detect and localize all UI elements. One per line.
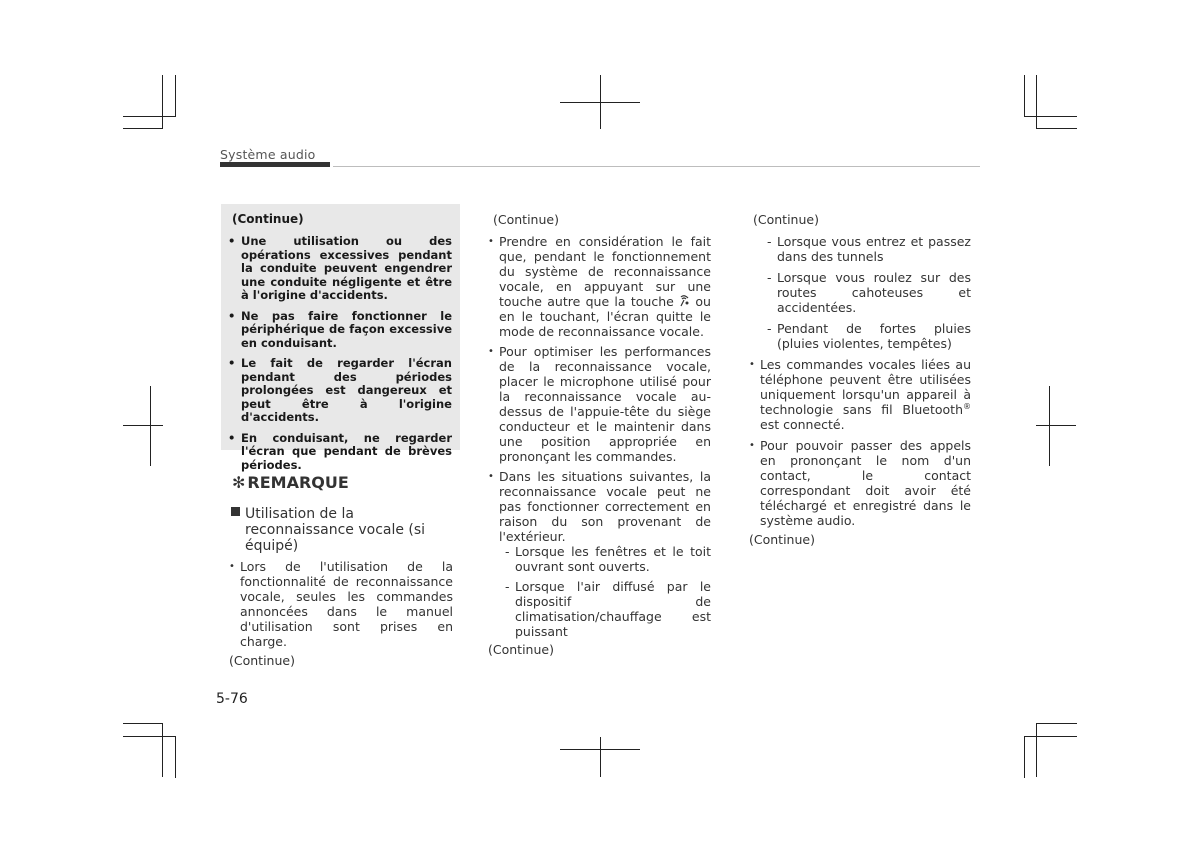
crop-mark xyxy=(162,75,163,129)
crop-mark xyxy=(123,128,163,129)
list-item: • Les commandes vocales liées au téléphone peuvent être utilisées uniquement lorsqu'un appareil à technologie sans fil Bluetooth® est connecté. xyxy=(749,357,971,432)
crop-mark xyxy=(1024,736,1025,778)
asterisk-star-icon: ✻ xyxy=(232,473,246,492)
sub-list-item: - Pendant de fortes pluies (pluies violentes, tempêtes) xyxy=(767,321,971,351)
crop-mark xyxy=(1036,723,1037,777)
crop-mark xyxy=(1036,128,1077,129)
crop-mark xyxy=(1036,723,1077,724)
crop-mark xyxy=(1024,116,1077,117)
remark-heading: ✻ REMARQUE xyxy=(232,473,349,492)
sub-list-item: - Lorsque vous roulez sur des routes cahoteuses et accidentées. xyxy=(767,270,971,315)
crop-mark xyxy=(600,737,601,777)
warning-item: • Une utilisation ou des opérations excessives pendant la conduite peuvent engendrer une conduite négligente et être à l'origine d'accidents. xyxy=(228,234,452,302)
square-bullet-icon xyxy=(231,507,240,516)
crop-mark xyxy=(162,723,163,777)
remark-item: • Lors de l'utilisation de la fonctionnalité de reconnaissance vocale, seules les commandes annoncées dans le manuel d'utilisation sont prises en charge. xyxy=(229,559,453,649)
crop-mark xyxy=(123,116,176,117)
list-item: • Pour pouvoir passer des appels en prononçant le nom d'un contact, le contact correspondant doit avoir été téléchargé et enregistré dans le système audio. xyxy=(749,438,971,528)
warning-item: • Ne pas faire fonctionner le périphérique de façon excessive en conduisant. xyxy=(228,308,452,350)
list-item: • Dans les situations suivantes, la reconnaissance vocale peut ne pas fonctionner correctement en raison du son provenant de l'extérieur. xyxy=(488,469,711,544)
crop-mark xyxy=(1024,736,1077,737)
header-bar xyxy=(220,162,330,167)
column-3 xyxy=(748,212,971,547)
voice-recognition-icon xyxy=(679,295,690,307)
crop-mark xyxy=(1036,75,1037,129)
registered-mark: ® xyxy=(963,401,971,411)
continue-label: (Continue) xyxy=(753,212,819,227)
remark-subheading: Utilisation de la reconnaissance vocale (si équipé) xyxy=(230,506,453,554)
continue-label: (Continue) xyxy=(749,532,815,547)
sub-list xyxy=(487,544,711,639)
continue-label: (Continue) xyxy=(493,212,559,227)
crop-mark xyxy=(123,736,176,737)
list-item: • Pour optimiser les performances de la reconnaissance vocale, placer le microphone utilisé pour la reconnaissance vocale au-dessus de l'appuie-tête du siège conducteur et le maintenir dans une position appropriée en prononçant les commandes. xyxy=(488,344,711,464)
crop-mark xyxy=(600,75,601,129)
section-title: Système audio xyxy=(220,147,316,162)
remark-column xyxy=(230,506,453,668)
header-rule xyxy=(333,166,980,167)
crop-mark xyxy=(1024,75,1025,117)
crop-mark xyxy=(175,736,176,778)
warning-box xyxy=(221,204,460,472)
continue-label: (Continue) xyxy=(229,653,295,668)
continue-label: (Continue) xyxy=(488,642,554,657)
sub-list xyxy=(748,234,971,351)
column-2 xyxy=(487,212,711,657)
sub-list-item: - Lorsque les fenêtres et le toit ouvrant sont ouverts. xyxy=(505,544,711,574)
sub-list-item: - Lorsque l'air diffusé par le dispositif de climatisation/chauffage est puissant xyxy=(505,579,711,639)
crop-mark xyxy=(175,75,176,117)
warning-item: • En conduisant, ne regarder l'écran que pendant de brèves périodes. xyxy=(228,430,452,472)
crop-mark xyxy=(1036,425,1076,426)
crop-mark xyxy=(123,723,163,724)
crop-mark xyxy=(1049,386,1050,466)
list-item: • Prendre en considération le fait que, pendant le fonctionnement du système de reconnaissance vocale, en appuyant sur une touche autre que la touche ou en le touchant, l'écran quitte le mode de reconnaissance vocale. xyxy=(488,234,711,339)
crop-mark xyxy=(123,425,163,426)
warning-item: • Le fait de regarder l'écran pendant des périodes prolongées est dangereux et peut être à l'origine d'accidents. xyxy=(228,356,452,424)
sub-list-item: - Lorsque vous entrez et passez dans des tunnels xyxy=(767,234,971,264)
page-number: 5-76 xyxy=(216,691,248,707)
warning-title: (Continue) xyxy=(232,212,304,226)
crop-mark xyxy=(150,386,151,466)
